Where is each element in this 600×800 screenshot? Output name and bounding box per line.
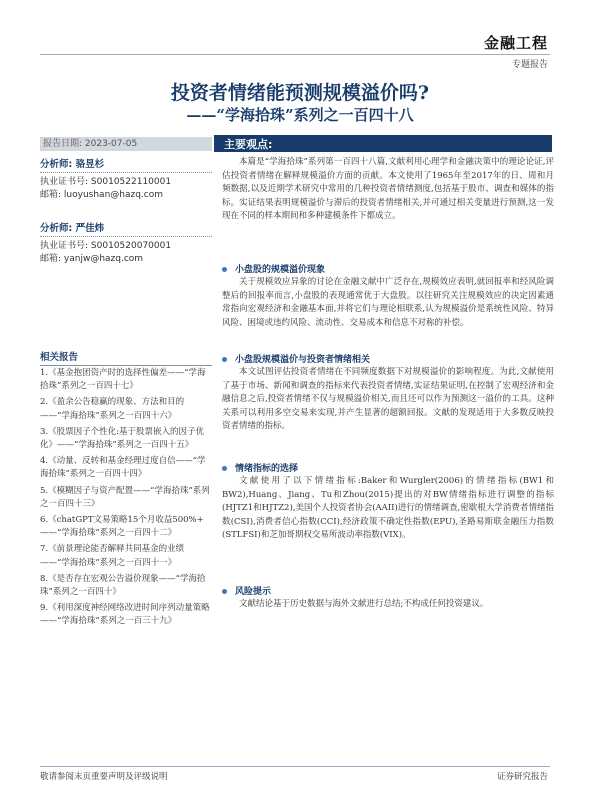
related-report-item[interactable]: 9.《利用深度神经网络改进时间序列动量策略——“学海拾珠”系列之一百三十九》 [40,603,210,627]
related-report-item[interactable]: 4.《动量、反转和基金经理过度自信——“学海拾珠”系列之一百四十四》 [40,456,206,480]
related-report-item[interactable]: 5.《模糊因子与资产配置——“学海拾珠”系列之一百四十三》 [40,485,210,509]
report-subtitle: ——“学海拾珠”系列之一百四十八 [186,106,414,124]
analyst-card [40,156,212,202]
related-report-item[interactable]: 8.《是否存在宏观公告溢价现象——“学海拾珠”系列之一百四十》 [40,573,206,598]
related-reports-title: 相关报告 [40,349,212,366]
related-report-item[interactable]: 7.《前景理论能否解释共同基金的业绩——“学海拾珠”系列之一百四十一》 [40,544,185,568]
sidebar [40,156,212,284]
section-body: 文献使用了以下情绪指标:Baker和Wurgler(2006)的情绪指标(BW1和BW2),Huang、Jiang、Tu和Zhou(2015)提出的对BW情绪指标进行调整的指标(HJTZ1和HJTZ2),美国个人投资者协会(AAII)进行的情绪调查,密歇根大学消费者情绪指数(CSI),消费者信心指数(CCI),经济政策不确定性指数(EPU),圣路易斯联金融压力指数(STLFSI)和芝加哥期权交易所波动率指数(VIX)。 [222,476,554,541]
footer-rule [40,766,550,767]
report-title: 投资者情绪能预测规模溢价吗? [170,82,430,104]
bullet-icon [222,589,227,594]
main-points-title: 主要观点: [224,138,273,151]
section-heading: 小盘股的规模溢价现象 [222,262,554,275]
section-heading: 情绪指标的选择 [222,461,554,474]
analyst-name: 分析师: 严佳炜 [40,220,212,237]
related-report-item[interactable]: 6.《chatGPT文易策略15个月收益500%+——“学海拾珠”系列之一百四十二》 [40,515,204,539]
analyst-card [40,220,212,266]
doc-type-label: 专题报告 [511,60,548,70]
analyst-email[interactable]: 邮箱: yanjw@hazq.com [40,254,144,264]
analyst-license: 执业证书号: S0010520070001 [40,241,172,251]
analyst-email[interactable]: 邮箱: luoyushan@hazq.com [40,190,164,200]
brand-logo-text: 金融工程 [483,34,548,52]
analyst-license: 执业证书号: S0010522110001 [40,177,172,187]
report-date: 报告日期: 2023-07-05 [40,137,212,151]
related-reports-list [40,367,212,632]
bullet-icon [222,357,227,362]
bullet-icon [222,267,227,272]
related-report-item[interactable]: 3.《股票因子个性化:基于股票嵌入的因子优化》——“学海拾珠”系列之一百四十五》 [40,426,204,451]
bullet-icon [222,466,227,471]
footer-disclaimer: 敬请参阅末页重要声明及评级说明 [40,772,168,782]
footer-label: 证券研究报告 [496,772,548,782]
related-report-item[interactable]: 2.《盈余公告稳赢的现象、方法和目的——“学海拾珠”系列之一百四十六》 [40,397,185,421]
header-rule [40,54,550,55]
section-heading: 小盘股规模溢价与投资者情绪相关 [222,352,554,365]
analyst-name: 分析师: 骆昱杉 [40,156,212,173]
main-points-bar [214,135,552,152]
section-body: 文献结论基于历史数据与海外文献进行总结;不构成任何投资建议。 [239,599,489,609]
section-body: 本文试图评估投资者情绪在不同频度数据下对规模溢价的影响程度。为此,文献使用了基于市场、新闻和调查的指标来代表投资者情绪,实证结果证明,在控制了宏观经济和金融信息之后,投资者情绪不仅与规模溢价相关,而且还可以作为预测这一溢价的工具。这种关系可以利用多空交易来实现,并产生显著的超额回报。文献的发现适用于大多数反映投资者情绪的指标。 [222,367,554,432]
intro-paragraph: 本篇是“学海拾珠”系列第一百四十八篇,文献利用心理学和金融决策中的理论论证,评估投资者情绪在解释规模溢价方面的贡献。本文使用了1965年至2017年的日、周和月频数据,以及近期学术研究中常用的几种投资者情绪测度,包括基于股市、调查和媒体的指标。实证结果表明规模溢价与滞后的投资者情绪相关,并可通过相关变量进行预测,这一发现在不同的样本期间和多种建模条件下都成立。 [222,157,554,222]
section-heading: 风险提示 [222,584,554,597]
related-report-item[interactable]: 1.《基金抱团资产时的选择性偏差——“学海拾珠”系列之一百四十七》 [40,368,206,392]
section-body: 关于规模效应异象的讨论在金融文献中广泛存在,规模效应表明,就回报率和经风险调整后的回报率而言,小盘股的表现通常优于大盘股。以往研究关注规模效应的决定因素通常指向宏观经济和金融基本面,并将它们与理论相联系,认为规模溢价是系统性风险、特异风险、困境或违约风险、流动性、交易成本和信息不对称的补偿。 [222,277,554,328]
